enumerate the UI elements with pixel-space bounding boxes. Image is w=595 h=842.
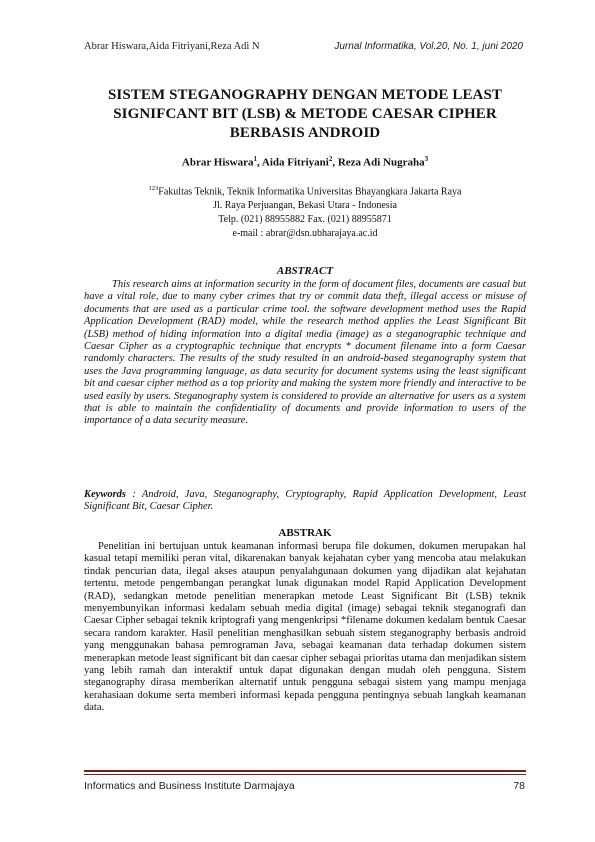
affiliation-block (84, 182, 526, 241)
affiliation-email: e-mail : abrar@dsn.ubharajaya.ac.id (232, 228, 378, 240)
footer-institute: Informatics and Business Institute Darmajaya (84, 780, 295, 792)
abstrak-text: Penelitian ini bertujuan untuk keamanan informasi berupa file dokumen, dokumen merupakan hal kasual tetapi memiliki peran vital, dikarenakan banyak kejahatan cyber yang mencoba atau melakukan tindak pencurian data, ilegal akses ataupun penyalahgunaan dokumen yang dijadikan alat kejahatan tertentu. metode pengembangan perangkat lunak digunakan model Rapid Application Development (RAD), sedangkan metode penelitian menerapkan metode Least Significant Bit (LSB) teknik menyembunyikan informasi kedalam sebuah media digital (image) sebagai teknik steganografi dan Caesar Cipher sebagai teknik kriptografi yang mengenkripsi *filename dokumen kedalam bentuk Caesar secara random karakter. Hasil penelitian menghasilkan sebuah sistem steganography berbasis android yang menggunakan bahasa pemrograman Java, sebagai keamanan data terhadap dokumen sistem menerapkan metode least significant bit dan caesar cipher sebagai prioritas utama dan menjadikan sistem yang lebih ramah dan interaktif untuk dapat digunakan dengan mudah oleh pengguna. Sistem steganography dirasa memberikan alternatif untuk pengguna sebagai sistem yang mampu menjaga kerahasiaan dokume serta memberi informasi kepada pengguna pentingnya sebuah langkah keamanan data. (84, 541, 526, 714)
affiliation-faculty: Fakultas Teknik, Teknik Informatika Universitas Bhayangkara Jakarta Raya (158, 186, 462, 198)
keywords-text: : Android, Java, Steganography, Cryptography, Rapid Application Development, Least Significant Bit, Caesar Cipher. (84, 489, 526, 513)
author-1: Abrar Hiswara (181, 156, 254, 169)
affiliation-phone: Telp. (021) 88955882 Fax. (021) 88955871 (218, 214, 392, 226)
footer-rule-thick (84, 770, 526, 772)
title-line-1: SISTEM STEGANOGRAPHY DENGAN METODE LEAST (107, 87, 503, 103)
abstrak-heading: ABSTRAK (278, 527, 332, 539)
abstract-heading: ABSTRACT (276, 265, 334, 277)
title-line-2: SIGNIFCANT BIT (LSB) & METODE CAESAR CIPHER (113, 106, 497, 122)
keywords-label: Keywords (84, 489, 126, 500)
author-2: Aida Fitriyani (261, 156, 329, 169)
author-2-sup: 2 (328, 155, 333, 163)
abstract-text: This research aims at information security in the form of document files, documents are casual but have a vital role, due to many cyber crimes that try or commit data theft, illegal access or misuse of documents that are used as a particular crime tool. the software development method uses the Rapid Application Development (RAD) model, while the research method applies the Least Significant Bit (LSB) method of hiding information into a digital media (image) as a steganographic technique and Caesar Cipher as a cryptographic technique that encrypts * document filename into a form Caesar randomly characters. The results of the study resulted in an android-based steganography system that uses the Java programming language, as data security for document systems using the least significant bit and caesar cipher method as a top priority and making the system more friendly and interactive to be used easily by users. Steganography system is considered to provide an alternative for users as a system that is able to maintain the confidentiality of documents and provide information to users of the importance of a data security measure. (84, 279, 526, 427)
author-list: Abrar Hiswara$^1$, Aida Fitriyani$^2$, Reza Adi Nugraha$^3$ (181, 155, 429, 169)
running-header-authors: Abrar Hiswara,Aida Fitriyani,Reza Adi N (84, 41, 260, 52)
author-3: Reza Adi Nugraha (337, 156, 425, 169)
paper-title (84, 86, 526, 143)
running-header-journal: Jurnal Informatika, Vol.20, No. 1, juni 2020 (334, 41, 523, 52)
affiliation-address: Jl. Raya Perjuangan, Bekasi Utara - Indonesia (213, 200, 397, 212)
author-1-sup: 1 (253, 155, 257, 163)
author-3-sup: 3 (424, 155, 429, 163)
keywords-block (84, 489, 526, 514)
page-number: 78 (513, 780, 525, 792)
title-line-3: BERBASIS ANDROID (229, 125, 381, 141)
footer-rule-thin (84, 774, 526, 775)
affiliation-sup: 123 (148, 185, 159, 192)
